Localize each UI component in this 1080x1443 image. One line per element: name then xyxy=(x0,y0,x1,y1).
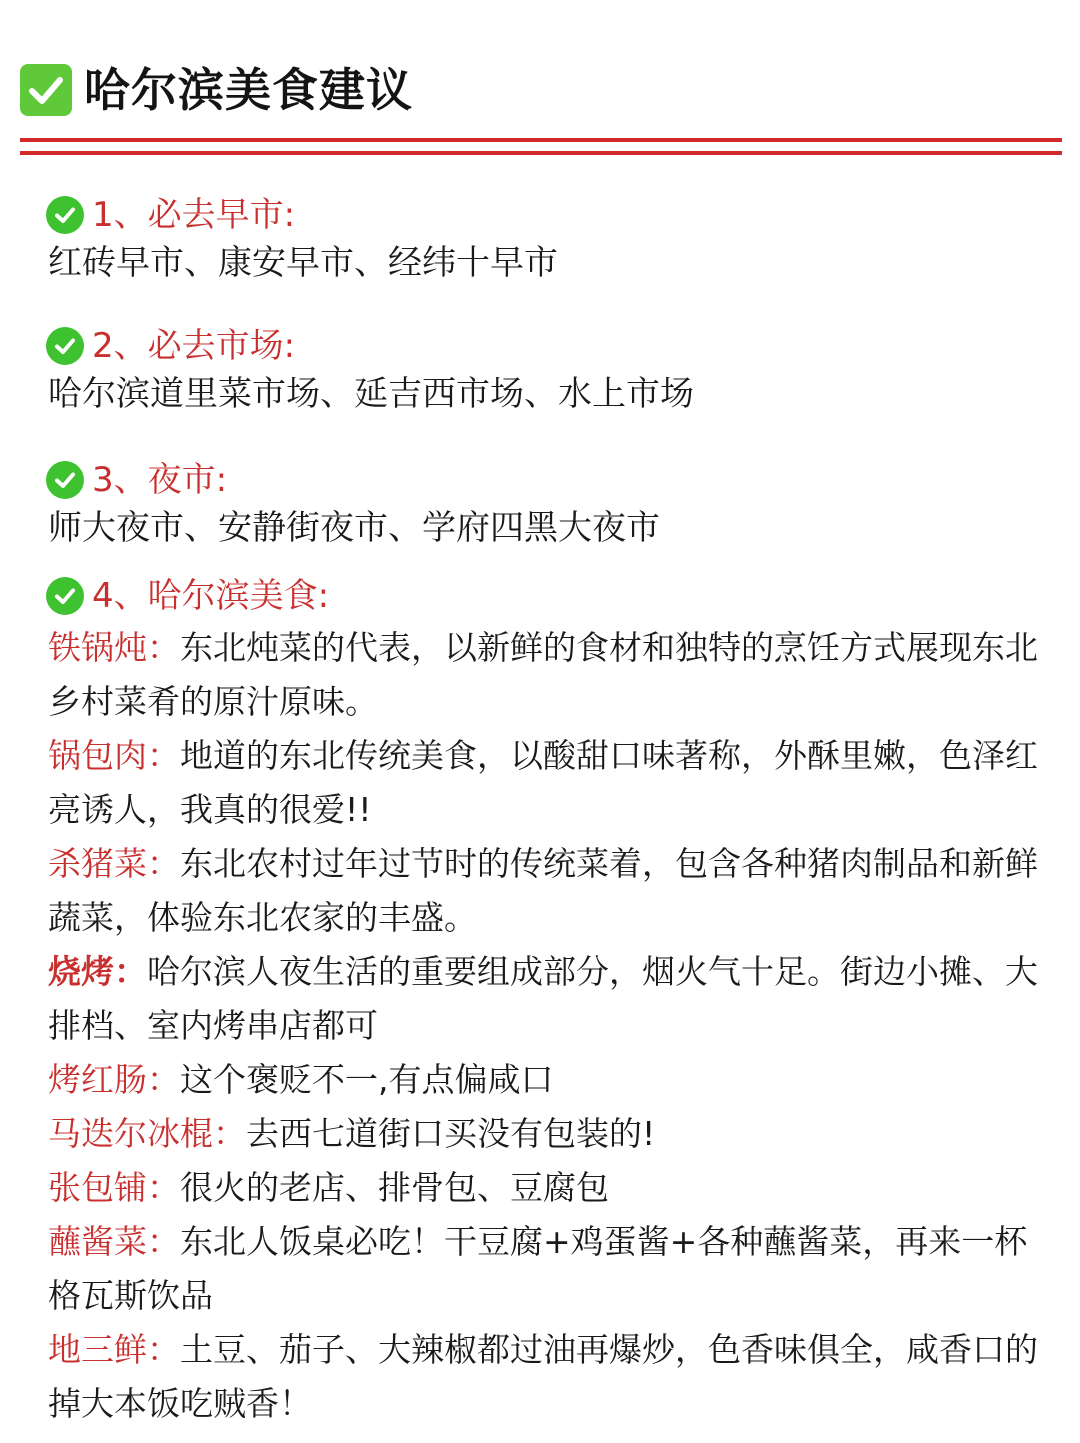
food-name: 地三鲜： xyxy=(48,1330,180,1369)
food-item-shazhucai xyxy=(48,837,1048,945)
check-circle-icon xyxy=(46,461,84,499)
food-description: 去西七道街口买没有包装的! xyxy=(246,1114,656,1153)
food-item-guobaorou xyxy=(48,729,1048,837)
page-title: 哈尔滨美食建议 xyxy=(84,63,413,117)
food-name: 蘸酱菜： xyxy=(48,1222,180,1261)
food-name: 杀猪菜： xyxy=(48,844,180,883)
food-name: 烧烤： xyxy=(48,952,147,991)
food-name: 马迭尔冰棍： xyxy=(48,1114,246,1153)
section-heading-1 xyxy=(46,192,295,238)
food-description: 东北人饭桌必吃！干豆腐+鸡蛋酱+各种蘸酱菜，再来一杯格瓦斯饮品 xyxy=(48,1222,1028,1315)
check-box-icon xyxy=(20,64,72,116)
food-description: 哈尔滨人夜生活的重要组成部分，烟火气十足。街边小摊、大排档、室内烤串店都可 xyxy=(48,952,1038,1045)
section-heading-text: 1、必去早市: xyxy=(92,195,296,235)
food-item-kaohongchang xyxy=(48,1053,1048,1107)
check-circle-icon xyxy=(46,327,84,365)
title-divider-bottom xyxy=(20,151,1062,155)
food-description: 土豆、茄子、大辣椒都过油再爆炒，色香味俱全，咸香口的掉大本饭吃贼香！ xyxy=(48,1330,1038,1423)
food-name: 烤红肠： xyxy=(48,1060,180,1099)
section-heading-4 xyxy=(46,573,329,619)
section-content-1: 红砖早市、康安早市、经纬十早市 xyxy=(48,243,558,283)
title-divider-top xyxy=(20,138,1062,142)
section-heading-2 xyxy=(46,323,295,369)
section-heading-text: 2、必去市场: xyxy=(92,326,296,366)
food-item-disanxian xyxy=(48,1323,1048,1431)
food-name: 锅包肉： xyxy=(48,736,180,775)
section-heading-text: 3、夜市: xyxy=(92,460,228,500)
food-description: 这个褒贬不一,有点偏咸口 xyxy=(180,1060,554,1099)
check-circle-icon xyxy=(46,577,84,615)
section-heading-text: 4、哈尔滨美食: xyxy=(92,576,330,616)
food-description: 很火的老店、排骨包、豆腐包 xyxy=(180,1168,609,1207)
section-content-2: 哈尔滨道里菜市场、延吉西市场、水上市场 xyxy=(48,374,694,414)
section-content-3: 师大夜市、安静街夜市、学府四黑大夜市 xyxy=(48,508,660,548)
check-circle-icon xyxy=(46,196,84,234)
food-description: 地道的东北传统美食，以酸甜口味著称，外酥里嫩，色泽红亮诱人，我真的很爱!! xyxy=(48,736,1038,829)
food-item-zhangbaopu xyxy=(48,1161,1048,1215)
food-item-tieguodun xyxy=(48,621,1048,729)
food-description: 东北炖菜的代表，以新鲜的食材和独特的烹饪方式展现东北乡村菜肴的原汁原味。 xyxy=(48,628,1038,721)
food-description: 东北农村过年过节时的传统菜着，包含各种猪肉制品和新鲜蔬菜，体验东北农家的丰盛。 xyxy=(48,844,1038,937)
food-item-shaokao xyxy=(48,945,1048,1053)
food-name: 张包铺： xyxy=(48,1168,180,1207)
food-name: 铁锅炖： xyxy=(48,628,180,667)
food-item-zhanjiangcai xyxy=(48,1215,1048,1323)
section-heading-3 xyxy=(46,457,227,503)
page-title-row xyxy=(20,62,413,118)
food-item-madier-bingun xyxy=(48,1107,1048,1161)
